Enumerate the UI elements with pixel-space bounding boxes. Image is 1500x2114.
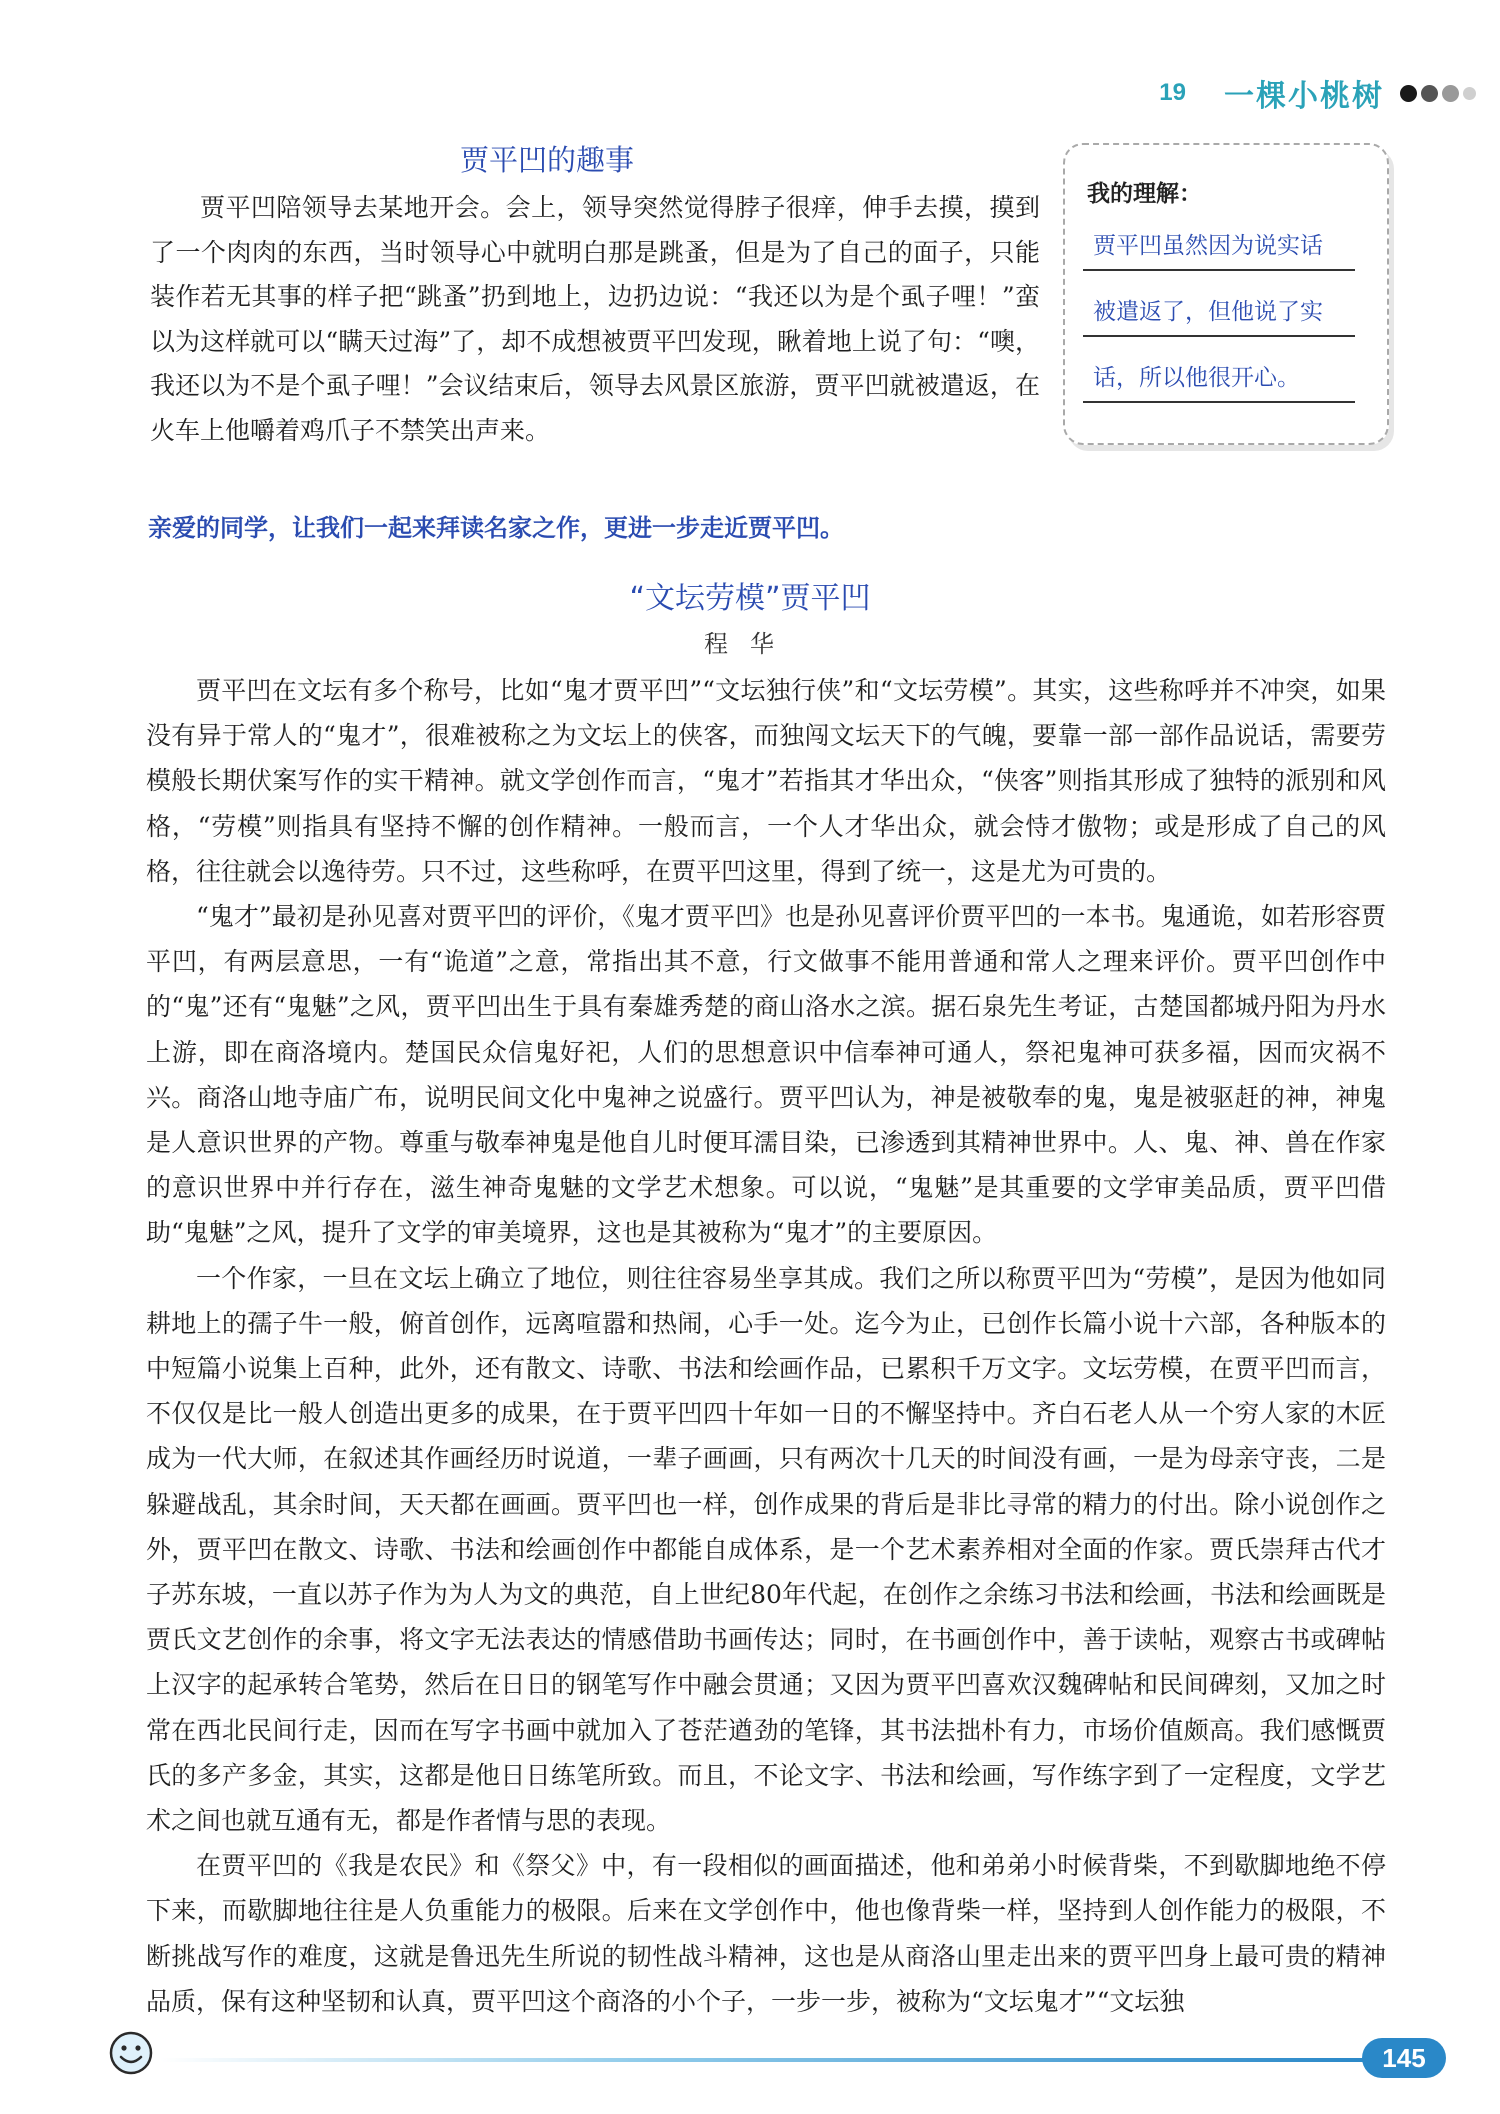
- essay-title: “文坛劳模”贾平凹: [629, 581, 871, 616]
- reading-prompt: 亲爱的同学，让我们一起来拜读名家之作，更进一步走近贾平凹。: [148, 514, 844, 542]
- footer-bar: [160, 2058, 1370, 2062]
- page-number: 145: [1362, 2038, 1446, 2078]
- story-title: 贾平凹的趣事: [460, 143, 635, 177]
- note-line: 话，所以他很开心。: [1083, 357, 1355, 403]
- essay-paragraph: “鬼才”最初是孙见喜对贾平凹的评价，《鬼才贾平凹》也是孙见喜评价贾平凹的一本书。鬼通诡，如若形容贾平凹，有两层意思，一有“诡道”之意，常指出其不意，行文做事不能用普通和常人之理来评价。贾平凹创作中的“鬼”还有“鬼魅”之风，贾平凹出生于具有秦雄秀楚的商山洛水之滨。据石泉先生考证，古楚国都城丹阳为丹水上游，即在商洛境内。楚国民众信鬼好祀，人们的思想意识中信奉神可通人，祭祀鬼神可获多福，因而灾祸不兴。商洛山地寺庙广布，说明民间文化中鬼神之说盛行。贾平凹认为，神是被敬奉的鬼，鬼是被驱赶的神，神鬼是人意识世界的产物。尊重与敬奉神鬼是他自儿时便耳濡目染，已渗透到其精神世界中。人、鬼、神、兽在作家的意识世界中并行存在，滋生神奇鬼魅的文学艺术想象。可以说，“鬼魅”是其重要的文学审美品质，贾平凹借助“鬼魅”之风，提升了文学的审美境界，这也是其被称为“鬼才”的主要原因。: [146, 902, 1386, 1248]
- understanding-note: [1063, 143, 1389, 445]
- page-header: [1159, 68, 1476, 118]
- note-line: 贾平凹虽然因为说实话: [1083, 225, 1355, 271]
- unit-title: 一棵小桃树: [1224, 79, 1384, 114]
- unit-number: 19: [1159, 79, 1186, 106]
- essay-paragraph: 贾平凹在文坛有多个称号，比如“鬼才贾平凹”“文坛独行侠”和“文坛劳模”。其实，这些称呼并不冲突，如果没有异于常人的“鬼才”，很难被称之为文坛上的侠客，而独闯文坛天下的气魄，要靠一部一部作品说话，需要劳模般长期伏案写作的实干精神。就文学创作而言，“鬼才”若指其才华出众，“侠客”则指其形成了独特的派别和风格，“劳模”则指具有坚持不懈的创作精神。一般而言，一个人才华出众，就会恃才傲物；或是形成了自己的风格，往往就会以逸待劳。只不过，这些称呼，在贾平凹这里，得到了统一，这是尤为可贵的。: [146, 676, 1386, 886]
- essay-author: 程华: [704, 630, 796, 658]
- smiley-icon: [108, 2030, 154, 2076]
- essay-paragraph: 在贾平凹的《我是农民》和《祭父》中，有一段相似的画面描述，他和弟弟小时候背柴，不到歇脚地绝不停下来，而歇脚地往往是人负重能力的极限。后来在文学创作中，他也像背柴一样，坚持到人创作能力的极限，不断挑战写作的难度，这就是鲁迅先生所说的韧性战斗精神，这也是从商洛山里走出来的贾平凹身上最可贵的精神品质，保有这种坚韧和认真，贾平凹这个商洛的小个子，一步一步，被称为“文坛鬼才”“文坛独: [146, 1851, 1386, 2016]
- essay-paragraph: 一个作家，一旦在文坛上确立了地位，则往往容易坐享其成。我们之所以称贾平凹为“劳模”，是因为他如同耕地上的孺子牛一般，俯首创作，远离喧嚣和热闹，心手一处。迄今为止，已创作长篇小说十六部，各种版本的中短篇小说集上百种，此外，还有散文、诗歌、书法和绘画作品，已累积千万文字。文坛劳模，在贾平凹而言，不仅仅是比一般人创造出更多的成果，在于贾平凹四十年如一日的不懈坚持中。齐白石老人从一个穷人家的木匠成为一代大师，在叙述其作画经历时说道，一辈子画画，只有两次十几天的时间没有画，一是为母亲守丧，二是躲避战乱，其余时间，天天都在画画。贾平凹也一样，创作成果的背后是非比寻常的精力的付出。除小说创作之外，贾平凹在散文、诗歌、书法和绘画创作中都能自成体系，是一个艺术素养相对全面的作家。贾氏崇拜古代才子苏东坡，一直以苏子作为为人为文的典范，自上世纪80年代起，在创作之余练习书法和绘画，书法和绘画既是贾氏文艺创作的余事，将文字无法表达的情感借助书画传达；同时，在书画创作中，善于读帖，观察古书或碑帖上汉字的起承转合笔势，然后在日日的钢笔写作中融会贯通；又因为贾平凹喜欢汉魏碑帖和民间碑刻，又加之时常在西北民间行走，因而在写字书画中就加入了苍茫遒劲的笔锋，其书法拙朴有力，市场价值颇高。我们感慨贾氏的多产多金，其实，这都是他日日练笔所致。而且，不论文字、书法和绘画，写作练字到了一定程度，文学艺术之间也就互通有无，都是作者情与思的表现。: [146, 1263, 1386, 1836]
- story-section: [150, 186, 1040, 453]
- note-label: 我的理解：: [1087, 181, 1202, 207]
- decorative-dots-icon: [1396, 85, 1476, 102]
- essay-body: [146, 668, 1386, 2024]
- story-paragraph: 贾平凹陪领导去某地开会。会上，领导突然觉得脖子很痒，伸手去摸，摸到了一个肉肉的东西，当时领导心中就明白那是跳蚤，但是为了自己的面子，只能装作若无其事的样子把“跳蚤”扔到地上，边扔边说：“我还以为是个虱子哩！”蛮以为这样就可以“瞒天过海”了，却不成想被贾平凹发现，瞅着地上说了句：“噢，我还以为不是个虱子哩！”会议结束后，领导去风景区旅游，贾平凹就被遣返，在火车上他嚼着鸡爪子不禁笑出声来。: [150, 193, 1040, 445]
- note-line: 被遣返了，但他说了实: [1083, 291, 1355, 337]
